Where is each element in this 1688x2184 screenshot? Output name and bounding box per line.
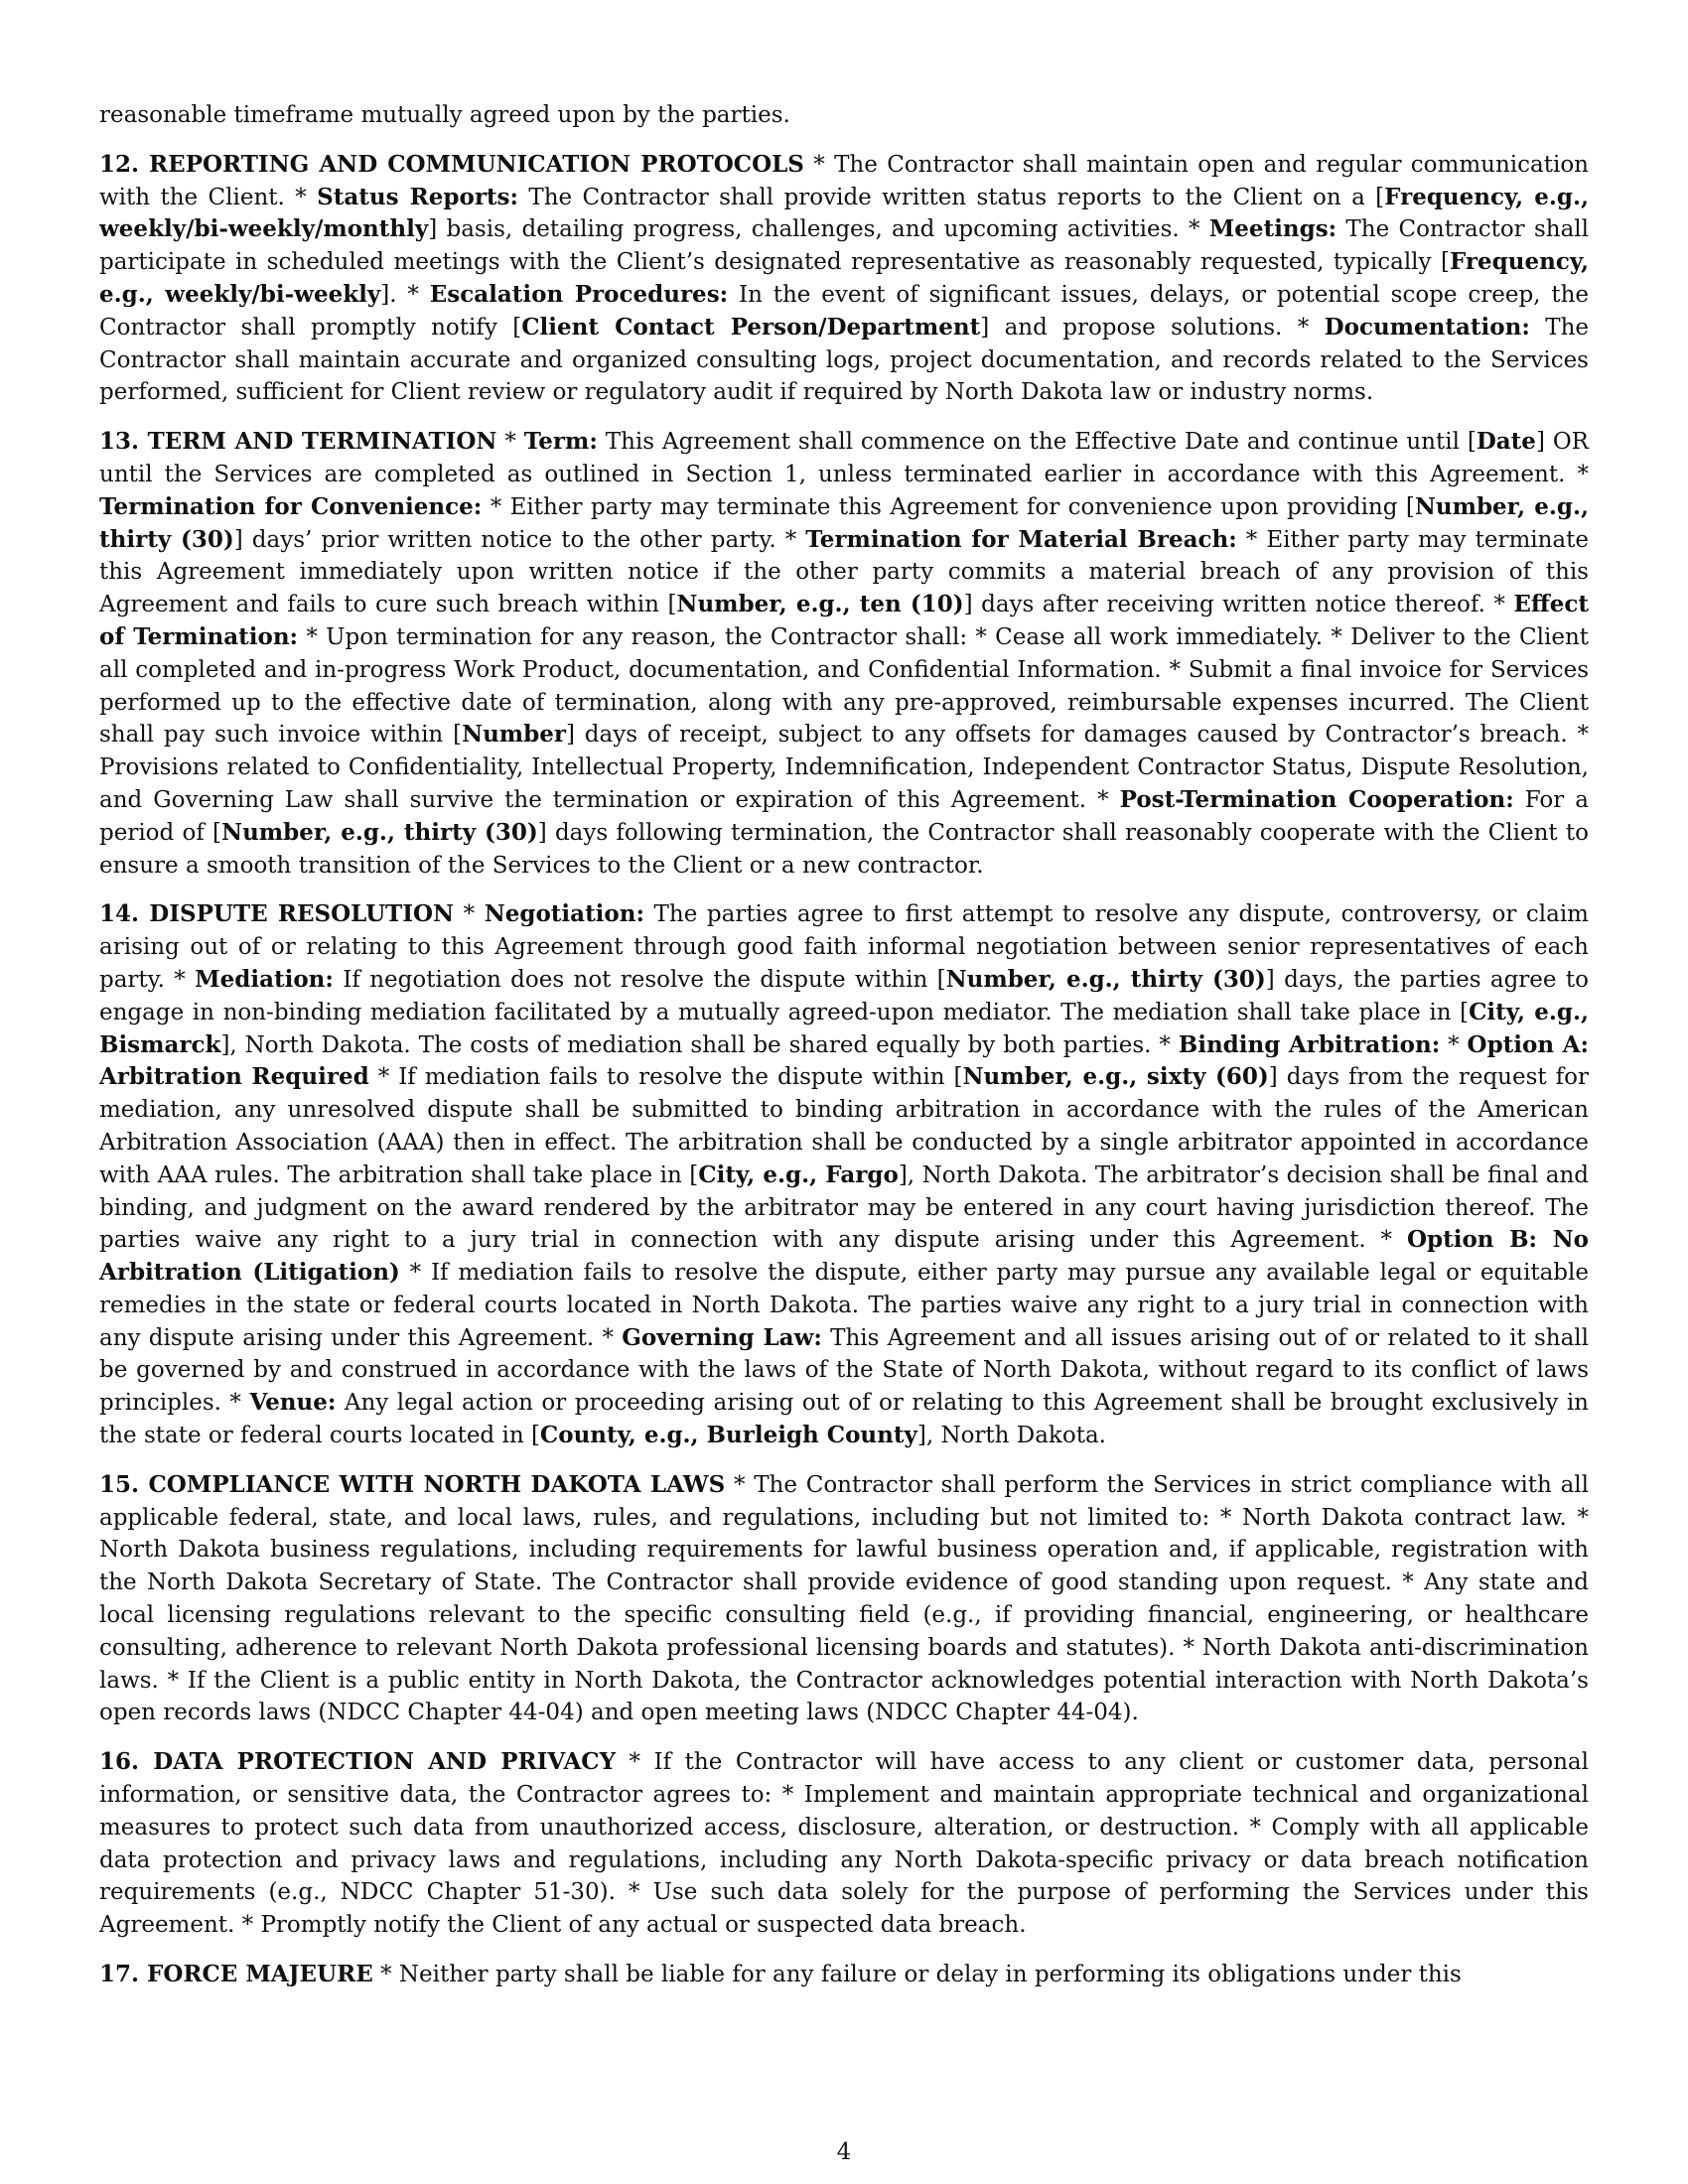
text-run: ] OR until the Services are completed as outlined in Section 1, unless terminated earlier in accordance with this Agreement. * <box>99 429 1590 487</box>
bold-run: 16. DATA PROTECTION AND PRIVACY <box>99 1748 617 1776</box>
bold-run: Term: <box>523 428 598 456</box>
text-run: * The Contractor shall perform the Services in strict compliance with all applicable federal, state, and local laws, rules, and regulations, including but not limited to: * North Dakota contract law. * North Dakota business regulations, including requirements for lawful business operation and, if applicable, registration with the North Dakota Secretary of State. The Contractor shall provide evidence of good standing upon request. * Any state and local licensing regulations relevant to the specific consulting field (e.g., if providing financial, engineering, or healthcare consulting, adherence to relevant North Dakota professional licensing boards and statutes). * North Dakota anti-discrimination laws. * If the Client is a public entity in North Dakota, the Contractor acknowledges potential interaction with North Dakota’s open records laws (NDCC Chapter 44-04) and open meeting laws (NDCC Chapter 44-04). <box>99 1471 1589 1726</box>
text-run: In the event of significant issues, delays, or potential scope creep, the Contractor shall promptly notify [ <box>99 281 1590 341</box>
text-run: ]. * <box>380 281 430 308</box>
text-run: * Neither party shall be liable for any failure or delay in performing its obligations under this <box>372 1962 1462 1988</box>
bold-run: County, e.g., Burleigh County <box>539 1422 917 1449</box>
text-run: ] days, the parties agree to engage in non-binding mediation facilitated by a mutually agreed-upon mediator. The mediation shall take place in [ <box>99 966 1589 1025</box>
section-15-compliance <box>99 1469 1589 1729</box>
section-17-force-majeure <box>99 1959 1589 1991</box>
text-run: Any legal action or proceeding arising out of or relating to this Agreement shall be brought exclusively in the state or federal courts located in [ <box>99 1390 1589 1449</box>
bold-run: Frequency, e.g., weekly/bi-weekly <box>99 248 1589 308</box>
bold-run: Negotiation: <box>484 900 644 928</box>
bold-run: City, e.g., Fargo <box>698 1160 899 1188</box>
text-run: * Either party may terminate this Agreement immediately upon written notice if the other party commits a material breach of any provision of this Agreement and fails to cure such breach within [ <box>99 526 1589 618</box>
document-body <box>99 99 1589 2008</box>
bold-run: Binding Arbitration: <box>1178 1030 1441 1058</box>
bold-run: Effect of Termination: <box>99 591 1589 650</box>
bold-run: Post-Termination Cooperation: <box>1119 785 1514 813</box>
bold-run: 17. FORCE MAJEURE <box>99 1961 373 1988</box>
text-run: This Agreement shall commence on the Effective Date and continue until [ <box>597 429 1477 456</box>
section-12-reporting <box>99 149 1589 409</box>
text-run: * <box>1440 1031 1468 1058</box>
text-run: For a period of [ <box>99 786 1589 846</box>
text-run: The Contractor shall maintain accurate and organized consulting logs, project documentation, and records related to the Services performed, sufficient for Client review or regulatory audit if required by North Dakota law or industry norms. <box>99 314 1589 406</box>
bold-run: Number, e.g., ten (10) <box>676 591 964 618</box>
text-run: ], North Dakota. The arbitrator’s decision shall be final and binding, and judgment on the award rendered by the arbitrator may be entered in any court having jurisdiction thereof. The parties waive any right to a jury trial in connection with any dispute arising under this Agreement. * <box>99 1161 1590 1254</box>
bold-run: 14. DISPUTE RESOLUTION <box>99 900 455 928</box>
text-run: * <box>496 429 524 456</box>
text-run: ] and propose solutions. * <box>980 314 1325 341</box>
text-run: ] days’ prior written notice to the other party. * <box>233 526 806 553</box>
bold-run: Documentation: <box>1324 313 1530 341</box>
text-run: * If mediation fails to resolve the dispute within [ <box>368 1064 963 1091</box>
text-run: * Upon termination for any reason, the Contractor shall: * Cease all work immediately. * Deliver to the Client all completed and in-progress Work Product, documentation, and Confidential Information. * Submit a final invoice for Services performed up to the effective date of termination, along with any pre-approved, reimbursable expenses incurred. The Client shall pay such invoice within [ <box>99 623 1589 749</box>
lead-in-text: reasonable timeframe mutually agreed upon by the parties. <box>99 102 790 128</box>
bold-run: Date <box>1476 428 1536 456</box>
text-run: ] days from the request for mediation, any unresolved dispute shall be submitted to binding arbitration in accordance with the rules of the American Arbitration Association (AAA) then in effect. The arbitration shall be conducted by a single arbitrator appointed in accordance with AAA rules. The arbitration shall take place in [ <box>99 1064 1589 1188</box>
bold-run: Client Contact Person/Department <box>521 313 981 341</box>
text-run: This Agreement and all issues arising out of or related to it shall be governed by and construed in accordance with the laws of the State of North Dakota, without regard to its conflict of laws principles. * <box>99 1324 1590 1417</box>
text-run: ] basis, detailing progress, challenges, and upcoming activities. * <box>428 216 1209 243</box>
bold-run: 15. COMPLIANCE WITH NORTH DAKOTA LAWS <box>99 1470 726 1498</box>
bold-run: Termination for Material Breach: <box>805 525 1237 553</box>
section-14-dispute-resolution <box>99 898 1589 1452</box>
text-run: ] days following termination, the Contractor shall reasonably cooperate with the Client to ensure a smooth transition of the Services to the Client or a new contractor. <box>99 819 1589 879</box>
text-run: ], North Dakota. <box>916 1423 1106 1449</box>
text-run: * <box>454 901 485 928</box>
bold-run: Termination for Convenience: <box>99 492 483 520</box>
text-run: ] days after receiving written notice thereof. * <box>963 592 1514 618</box>
bold-run: Governing Law: <box>622 1323 822 1351</box>
bold-run: 12. REPORTING AND COMMUNICATION PROTOCOLS <box>99 150 804 178</box>
bold-run: Number <box>462 721 566 749</box>
page-number: 4 <box>836 2139 852 2165</box>
bold-run: Option A: Arbitration Required <box>99 1030 1590 1091</box>
bold-run: Frequency, e.g., weekly/bi-weekly/monthly <box>99 183 1589 243</box>
text-run: * If the Contractor will have access to any client or customer data, personal information, or sensitive data, the Contractor agrees to: * Implement and maintain appropriate technical and organizational measures to protect such data from unauthorized access, disclosure, alteration, or destruction. * Comply with all applicable data protection and privacy laws and regulations, including any North Dakota-specific privacy or data breach notification requirements (e.g., NDCC Chapter 51-30). * Use such data solely for the purpose of performing the Services under this Agreement. * Promptly notify the Client of any actual or suspected data breach. <box>99 1749 1589 1939</box>
bold-run: Status Reports: <box>317 183 518 210</box>
text-run: * If mediation fails to resolve the dispute, either party may pursue any available legal or equitable remedies in the state or federal courts located in North Dakota. The parties waive any right to a jury trial in connection with any dispute arising under this Agreement. * <box>99 1260 1589 1351</box>
bold-run: Number, e.g., sixty (60) <box>962 1063 1269 1091</box>
section-13-term-termination <box>99 426 1589 882</box>
text-run: ], North Dakota. The costs of mediation shall be shared equally by both parties. * <box>220 1031 1179 1058</box>
bold-run: Meetings: <box>1208 215 1337 243</box>
text-run: * The Contractor shall maintain open and regular communication with the Client. * <box>99 151 1589 210</box>
bold-run: Number, e.g., thirty (30) <box>99 492 1589 553</box>
section-16-data-protection <box>99 1746 1589 1942</box>
text-run: * Either party may terminate this Agreement for convenience upon providing [ <box>482 493 1415 520</box>
bold-run: 13. TERM AND TERMINATION <box>99 428 497 456</box>
text-run: The Contractor shall provide written status reports to the Client on a [ <box>518 184 1385 210</box>
text-run: The parties agree to first attempt to resolve any dispute, controversy, or claim arising out of or relating to this Agreement through good faith informal negotiation between senior representatives of each party. * <box>99 901 1589 993</box>
bold-run: City, e.g., Bismarck <box>99 998 1589 1058</box>
text-run: The Contractor shall participate in scheduled meetings with the Client’s designated representative as reasonably requested, typically [ <box>99 216 1589 276</box>
bold-run: Venue: <box>249 1389 337 1417</box>
text-run: If negotiation does not resolve the dispute within [ <box>333 966 946 993</box>
bold-run: Number, e.g., thirty (30) <box>221 818 538 846</box>
text-run: ] days of receipt, subject to any offsets for damages caused by Contractor’s breach. * Provisions related to Confidentiality, Intellectual Property, Indemnification, Independent Contractor Status, Dispute Resolution, and Governing Law shall survive the termination or expiration of this Agreement. * <box>99 722 1589 813</box>
bold-run: Mediation: <box>195 965 334 993</box>
bold-run: Number, e.g., thirty (30) <box>945 965 1266 993</box>
bold-run: Option B: No Arbitration (Litigation) <box>99 1226 1589 1287</box>
bold-run: Escalation Procedures: <box>429 280 729 308</box>
